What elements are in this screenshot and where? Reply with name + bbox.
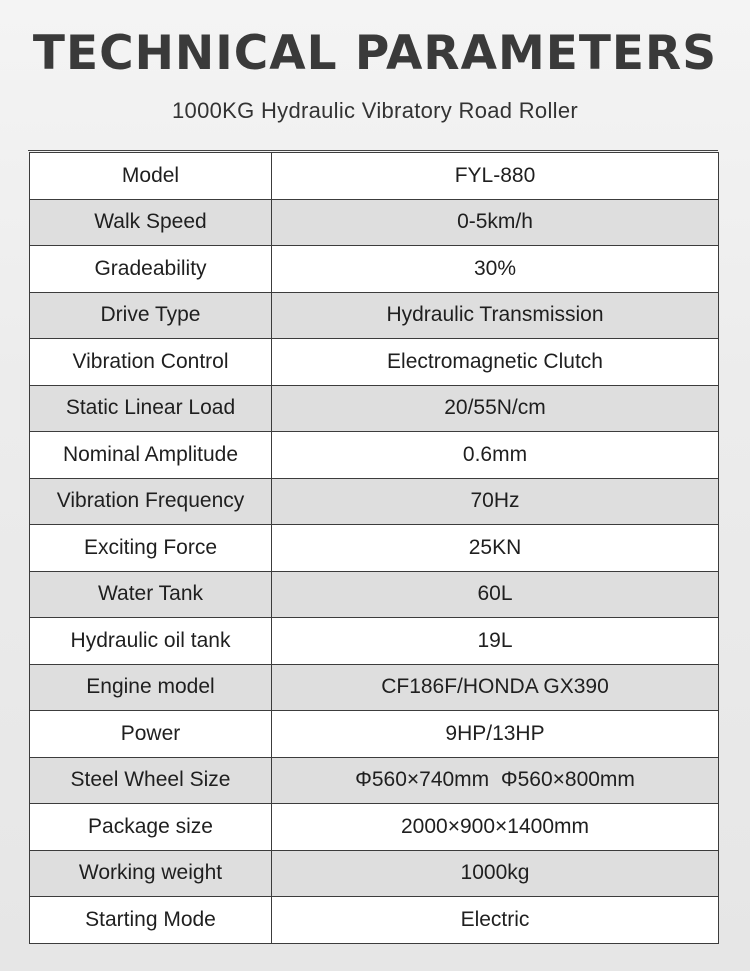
table-row <box>30 571 719 618</box>
param-value: 1000kg <box>272 850 719 897</box>
param-label: Starting Mode <box>30 897 272 944</box>
parameters-table <box>29 152 719 944</box>
param-value: 70Hz <box>272 478 719 525</box>
table-row <box>30 432 719 479</box>
param-label: Exciting Force <box>30 525 272 572</box>
param-label: Vibration Control <box>30 339 272 386</box>
table-row <box>30 850 719 897</box>
table-row <box>30 897 719 944</box>
param-value: Hydraulic Transmission <box>272 292 719 339</box>
table-row <box>30 246 719 293</box>
param-value: 19L <box>272 618 719 665</box>
param-label: Drive Type <box>30 292 272 339</box>
divider <box>28 150 718 151</box>
table-row <box>30 757 719 804</box>
table-row <box>30 618 719 665</box>
table-row <box>30 664 719 711</box>
param-value: Φ560×740mm Φ560×800mm <box>272 757 719 804</box>
param-value: 0.6mm <box>272 432 719 479</box>
table-row <box>30 804 719 851</box>
param-label: Vibration Frequency <box>30 478 272 525</box>
param-label: Hydraulic oil tank <box>30 618 272 665</box>
param-label: Engine model <box>30 664 272 711</box>
param-value: FYL-880 <box>272 153 719 200</box>
param-label: Model <box>30 153 272 200</box>
param-value: Electromagnetic Clutch <box>272 339 719 386</box>
param-value: 9HP/13HP <box>272 711 719 758</box>
param-label: Static Linear Load <box>30 385 272 432</box>
page-title: TECHNICAL PARAMETERS <box>32 26 718 81</box>
param-label: Nominal Amplitude <box>30 432 272 479</box>
param-value: 20/55N/cm <box>272 385 719 432</box>
param-label: Gradeability <box>30 246 272 293</box>
param-value: 25KN <box>272 525 719 572</box>
page-subtitle: 1000KG Hydraulic Vibratory Road Roller <box>172 98 578 123</box>
param-value: 60L <box>272 571 719 618</box>
param-value: CF186F/HONDA GX390 <box>272 664 719 711</box>
param-label: Power <box>30 711 272 758</box>
table-row <box>30 339 719 386</box>
table-row <box>30 153 719 200</box>
param-label: Water Tank <box>30 571 272 618</box>
param-label: Steel Wheel Size <box>30 757 272 804</box>
table-row <box>30 525 719 572</box>
table-row <box>30 292 719 339</box>
param-label: Working weight <box>30 850 272 897</box>
param-value: Electric <box>272 897 719 944</box>
param-value: 0-5km/h <box>272 199 719 246</box>
param-value: 30% <box>272 246 719 293</box>
table-row <box>30 711 719 758</box>
table-row <box>30 385 719 432</box>
param-label: Package size <box>30 804 272 851</box>
table-row <box>30 199 719 246</box>
table-row <box>30 478 719 525</box>
param-value: 2000×900×1400mm <box>272 804 719 851</box>
param-label: Walk Speed <box>30 199 272 246</box>
